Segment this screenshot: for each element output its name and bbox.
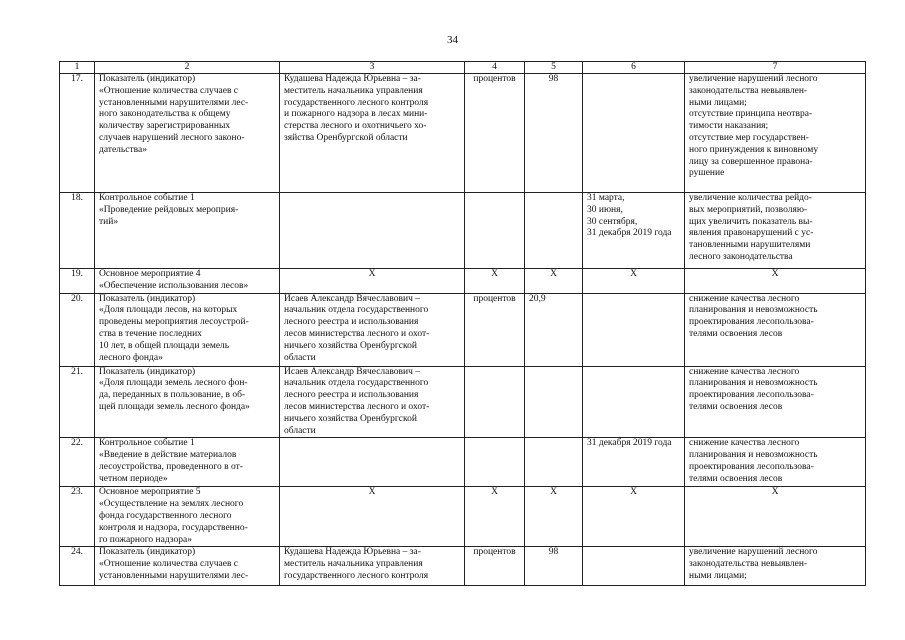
row-date [583,293,685,366]
row-date: Х [583,269,685,294]
column-header: 1 [60,62,95,74]
row-date: 31 декабря 2019 года [583,438,685,487]
row-effect: увеличение нарушений лесного законодательства невыявлен- ными лицами; отсутствие принципа неотвра- тимости наказания; отсутствие мер государствен- ного принуждения к виновному лицу за совершенное правона- рушение [685,74,866,193]
row-number: 24. [60,547,95,586]
row-value: Х [525,269,583,294]
row-unit: процентов [465,547,525,586]
row-value: 98 [525,74,583,193]
row-responsible: Х [280,487,465,547]
row-date [583,74,685,193]
column-header: 4 [465,62,525,74]
row-responsible: Исаев Александр Вячеславович – начальник отдела государственного лесного реестра и использования лесов министерства лесного и охот- ничьего хозяйства Оренбургской области [280,366,465,438]
row-value: 20,9 [525,293,583,366]
table-row [60,269,866,294]
row-date [583,366,685,438]
row-unit: процентов [465,293,525,366]
row-effect: увеличение количества рейдо- вых мероприятий, позволяю- щих увеличить показатель вы- явления правонарушений с ус- тановленными нарушителями лесного законодательства [685,193,866,269]
header-row [60,62,866,74]
table-row [60,193,866,269]
row-name: Показатель (индикатор) «Доля площади земель лесного фон- да, переданных в пользование, в об- щей площади земель лесного фонда» [95,366,280,438]
row-name: Контрольное событие 1 «Проведение рейдовых мероприя- тий» [95,193,280,269]
column-header: 2 [95,62,280,74]
row-value [525,438,583,487]
row-number: 19. [60,269,95,294]
table-row [60,366,866,438]
row-number: 18. [60,193,95,269]
row-name: Показатель (индикатор) «Отношение количества случаев с установленными нарушителями лес- ного законодательства к общему количеству зарегистрированных случаев нарушений лесного законо- дательства» [95,74,280,193]
row-value: 98 [525,547,583,586]
row-unit: процентов [465,74,525,193]
row-number: 17. [60,74,95,193]
row-unit [465,438,525,487]
row-unit: Х [465,269,525,294]
row-name: Показатель (индикатор) «Отношение количества случаев с установленными нарушителями лес- [95,547,280,586]
row-value [525,193,583,269]
row-responsible: Х [280,269,465,294]
row-value: Х [525,487,583,547]
row-number: 23. [60,487,95,547]
row-responsible: Кудашева Надежда Юрьевна – за- меститель начальника управления государственного лесного контроля и пожарного надзора в лесах мини- стерства лесного и охотничьего хо- зяйства Оренбургской области [280,74,465,193]
row-unit [465,366,525,438]
table-row [60,293,866,366]
table-row [60,74,866,193]
row-date [583,547,685,586]
column-header: 6 [583,62,685,74]
row-name: Контрольное событие 1 «Введение в действие материалов лесоустройства, проведенного в от- четном периоде» [95,438,280,487]
row-name: Основное мероприятие 4 «Обеспечение использования лесов» [95,269,280,294]
row-number: 22. [60,438,95,487]
row-name: Основное мероприятие 5 «Осуществление на землях лесного фонда государственного лесного контроля и надзора, государственно- го пожарного надзора» [95,487,280,547]
page-number: 34 [447,34,458,46]
row-effect: снижение качества лесного планирования и невозможность проектирования лесопользова- телями освоения лесов [685,293,866,366]
row-responsible [280,193,465,269]
table-row [60,487,866,547]
row-unit [465,193,525,269]
row-effect: снижение качества лесного планирования и невозможность проектирования лесопользова- телями освоения лесов [685,366,866,438]
row-responsible: Исаев Александр Вячеславович – начальник отдела государственного лесного реестра и использования лесов министерства лесного и охот- ничьего хозяйства Оренбургской области [280,293,465,366]
row-number: 20. [60,293,95,366]
column-header: 3 [280,62,465,74]
table-row [60,438,866,487]
row-name: Показатель (индикатор) «Доля площади лесов, на которых проведены мероприятия лесоустрой- ства в течение последних 10 лет, в общей площади земель лесного фонда» [95,293,280,366]
row-effect: снижение качества лесного планирования и невозможность проектирования лесопользова- телями освоения лесов [685,438,866,487]
row-effect: Х [685,269,866,294]
row-unit: Х [465,487,525,547]
column-header: 5 [525,62,583,74]
row-responsible [280,438,465,487]
row-responsible: Кудашева Надежда Юрьевна – за- меститель начальника управления государственного лесного контроля [280,547,465,586]
row-effect: увеличение нарушений лесного законодательства невыявлен- ными лицами; [685,547,866,586]
row-effect: Х [685,487,866,547]
row-date: Х [583,487,685,547]
column-header: 7 [685,62,866,74]
plan-table [59,61,866,586]
table-row [60,547,866,586]
row-number: 21. [60,366,95,438]
row-value [525,366,583,438]
row-date: 31 марта, 30 июня, 30 сентября, 31 декабря 2019 года [583,193,685,269]
